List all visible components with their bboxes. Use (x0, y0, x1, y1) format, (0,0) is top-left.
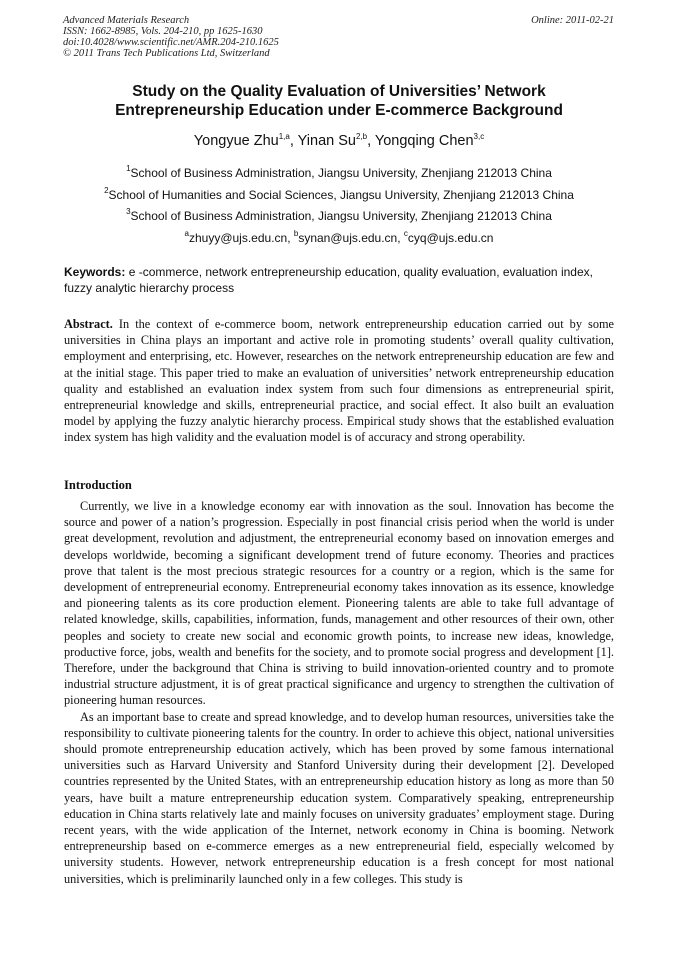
paragraph: As an important base to create and spread knowledge, and to develop human resources, universities take the responsibility to cultivate pioneering talents for the country. In order to achieve this object, national universities should promote entrepreneurship education actively, which has been proved by some famous international universities such as Harvard University and Stanford University during their development [2]. Developed countries represented by the United States, with an entrepreneurship education history as long as more than 50 years, have built a mature entrepreneurship education system. Comparatively speaking, entrepreneurship education in China starts relatively late and mainly focuses on university graduates’ employment stage. During recent years, with the wide application of the Internet, network economy in China is booming. Network entrepreneurship based on e-commerce emerges as a new entrepreneurial field, especially welcomed by university students. However, network entrepreneurship education is a fresh concept for most national universities, which is preliminarily launched only in a few colleges. This study is (64, 709, 614, 886)
affiliation-2 (0, 187, 678, 203)
email-sep: , (397, 231, 404, 245)
author-list (0, 131, 678, 151)
author-sup: 2,b (355, 132, 368, 141)
paper-title (0, 82, 678, 120)
email-link[interactable]: zhuyy@ujs.edu.cn (188, 231, 288, 245)
doi-line: doi:10.4028/www.scientific.net/AMR.204-210.1625 (63, 37, 279, 48)
online-date: Online: 2011-02-21 (531, 15, 614, 26)
affiliation-1 (0, 165, 678, 181)
affiliation-text: School of Business Administration, Jiangsu University, Zhenjiang 212013 China (130, 166, 552, 180)
affiliation-text: School of Humanities and Social Sciences, Jiangsu University, Zhenjiang 212013 China (108, 188, 574, 202)
affiliation-sup: 3 (126, 207, 131, 216)
affiliation-sup: 1 (126, 164, 131, 173)
keywords-label: Keywords: (64, 265, 126, 279)
author-sup: 1,a (278, 132, 290, 141)
author-sep: , (289, 133, 298, 149)
paragraph: Currently, we live in a knowledge economy ear with innovation as the soul. Innovation has become the source and power of a nation’s progression. Especially in post financial crisis period when the world is under great development, revolution and adjustment, the entrepreneurial economy based on innovation emerges and develops worldwide, becoming a significant development trend of future economy. Theories and practices prove that talent is the most precious strategic resources for a country or a region, which is the same for development of entrepreneurial economy. Entrepreneurial economy takes innovation as its essence, knowledge and pioneering talents as its core production element. Pioneering talents are able to take full advantage of related knowledge, skills, capabilities, information, funds, management and other resources of their own, other peoples and society to create new social and economic growth points, to increase new ideas, knowledge, productive force, jobs, wealth and benefits for the society, and to promote social progress and development [1]. Therefore, under the background that China is striving to build innovation-oriented country and to promote industrial structure adjustment, it is of great practical significance and urgency to strengthen the cultivation of pioneering human resources. (64, 499, 614, 708)
keywords (64, 264, 616, 296)
email-list (0, 230, 678, 246)
journal-header (63, 15, 279, 59)
abstract-text: In the context of e-commerce boom, network entrepreneurship education carried out by some universities in China plays an important and active role in promoting students’ overall quality cultivation, employment and enterprising, etc. However, researches on the network entrepreneurship education are few and at the initial stage. This paper tried to make an evaluation of universities’ network entrepreneurship education quality and established an evaluation index system from such four dimensions as entrepreneurial spirit, entrepreneurial knowledge and skills, entrepreneurial practice, and social effect. It also built an evaluation model by applying the fuzzy analytic hierarchy process. Empirical study shows that the established evaluation index system has high validity and the evaluation model is of accuracy and strong operability. (64, 317, 614, 445)
abstract (64, 316, 614, 446)
title-line-2: Entrepreneurship Education under E-commerce Background (115, 102, 563, 119)
author-name: Yongqing Chen (374, 133, 474, 149)
author-sup: 3,c (473, 132, 485, 141)
abstract-label: Abstract. (64, 317, 113, 331)
email-sup: a (184, 229, 189, 238)
affiliation-text: School of Business Administration, Jiangsu University, Zhenjiang 212013 China (130, 209, 552, 223)
email-link[interactable]: cyq@ujs.edu.cn (407, 231, 494, 245)
email-sup: b (293, 229, 299, 238)
email-sup: c (403, 229, 408, 238)
author-name: Yinan Su (297, 133, 356, 149)
keywords-text: e -commerce, network entrepreneurship education, quality evaluation, evaluation index, fuzzy analytic hierarchy process (64, 265, 593, 295)
affiliation-3 (0, 208, 678, 224)
journal-name: Advanced Materials Research (63, 15, 190, 26)
title-line-1: Study on the Quality Evaluation of Universities’ Network (132, 83, 546, 100)
affiliation-sup: 2 (104, 186, 109, 195)
issn-line: ISSN: 1662-8985, Vols. 204-210, pp 1625-1630 (63, 26, 263, 37)
section-heading-introduction: Introduction (64, 478, 132, 492)
author-name: Yongyue Zhu (193, 133, 279, 149)
email-link[interactable]: synan@ujs.edu.cn (298, 231, 398, 245)
introduction-body (64, 498, 614, 887)
email-sep: , (287, 231, 294, 245)
author-sep: , (367, 133, 375, 149)
copyright-line: © 2011 Trans Tech Publications Ltd, Switzerland (63, 48, 270, 59)
